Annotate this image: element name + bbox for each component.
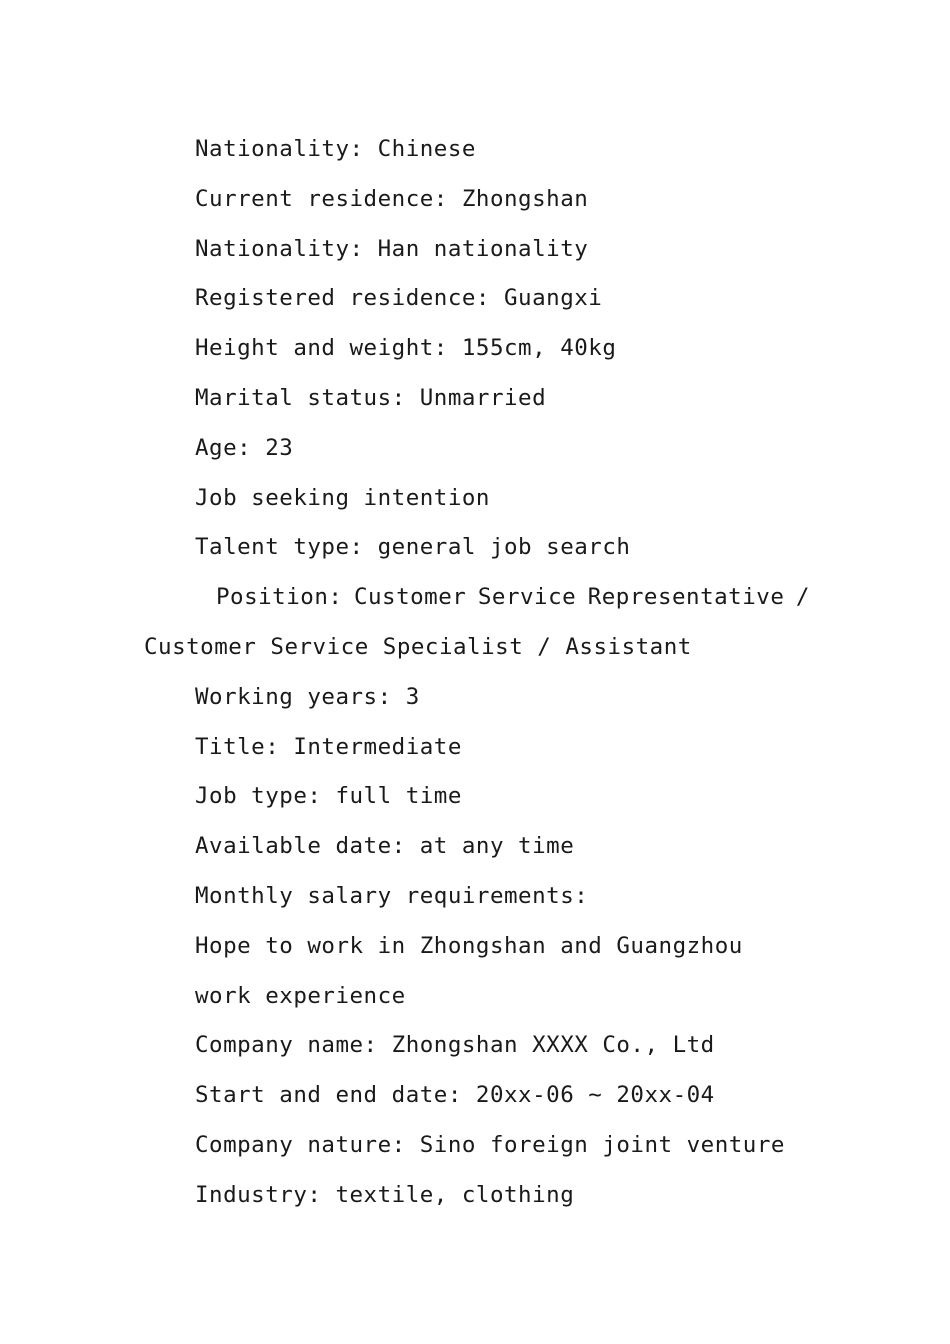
text-line-monthly-salary: Monthly salary requirements: bbox=[195, 882, 589, 909]
text-line-company-name: Company name: Zhongshan XXXX Co., Ltd bbox=[195, 1032, 715, 1059]
text-line-industry: Industry: textile, clothing bbox=[195, 1181, 575, 1208]
section-heading-work-experience: work experience bbox=[195, 982, 406, 1009]
text-line-title: Title: Intermediate bbox=[195, 733, 462, 760]
section-heading-job-seeking-intention: Job seeking intention bbox=[195, 484, 490, 511]
text-line-start-end-date: Start and end date: 20xx-06 ~ 20xx-04 bbox=[195, 1082, 715, 1109]
text-line-position-continuation: Customer Service Specialist / Assistant bbox=[144, 633, 692, 660]
text-line-ethnicity: Nationality: Han nationality bbox=[195, 235, 589, 262]
text-line-job-type: Job type: full time bbox=[195, 783, 462, 810]
text-line-working-years: Working years: 3 bbox=[195, 683, 420, 710]
text-line-talent-type: Talent type: general job search bbox=[195, 534, 631, 561]
text-line-position bbox=[144, 573, 810, 623]
text-line-current-residence: Current residence: Zhongshan bbox=[195, 185, 589, 212]
position-word: Representative bbox=[587, 584, 785, 611]
resume-body bbox=[144, 125, 810, 1221]
text-line-marital-status: Marital status: Unmarried bbox=[195, 384, 547, 411]
position-word: Service bbox=[477, 584, 577, 611]
text-line-nationality: Nationality: Chinese bbox=[195, 136, 476, 162]
text-line-company-nature: Company nature: Sino foreign joint venture bbox=[195, 1131, 785, 1158]
text-line-height-weight: Height and weight: 155cm, 40kg bbox=[195, 335, 617, 362]
text-line-age: Age: 23 bbox=[195, 434, 294, 461]
position-word: Position: bbox=[216, 584, 343, 611]
text-line-work-location: Hope to work in Zhongshan and Guangzhou bbox=[195, 932, 743, 959]
position-word: / bbox=[795, 584, 810, 611]
text-line-available-date: Available date: at any time bbox=[195, 833, 575, 860]
text-line-registered-residence: Registered residence: Guangxi bbox=[195, 285, 603, 312]
position-word: Customer bbox=[353, 584, 467, 611]
